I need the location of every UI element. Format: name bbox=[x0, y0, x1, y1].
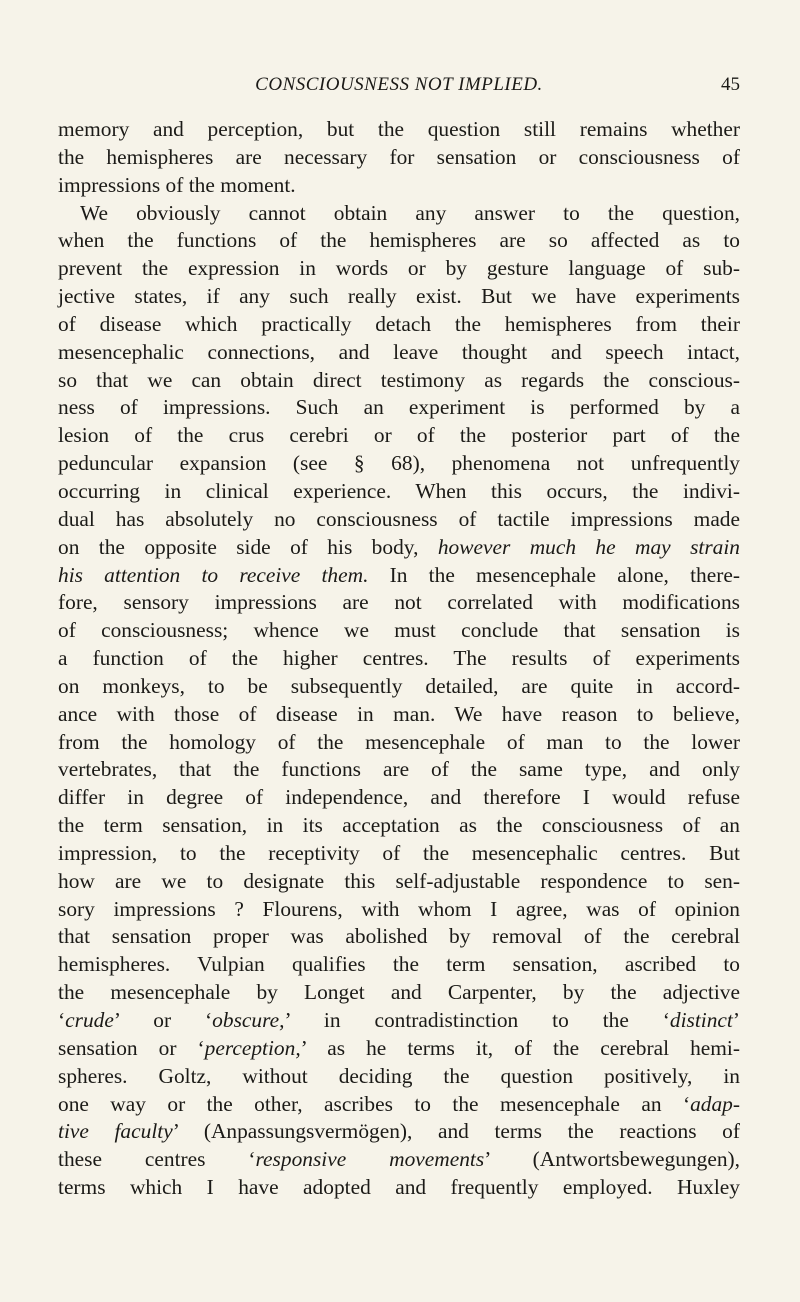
text-line bbox=[58, 367, 740, 395]
body-text bbox=[58, 116, 740, 1202]
text-segment: ‘ bbox=[58, 1008, 66, 1032]
text-line bbox=[58, 589, 740, 617]
text-segment: ’ or ‘ bbox=[113, 1008, 213, 1032]
text-line bbox=[58, 840, 740, 868]
text-line bbox=[58, 1007, 740, 1035]
text-line bbox=[58, 200, 740, 228]
text-line bbox=[58, 116, 740, 144]
text-segment: memory and perception, but the question still remains whether bbox=[58, 117, 740, 141]
text-line bbox=[58, 450, 740, 478]
italic-text: crude bbox=[65, 1008, 114, 1032]
text-line bbox=[58, 1035, 740, 1063]
text-line bbox=[58, 172, 740, 200]
text-segment: differ in degree of independence, and therefore I would refuse bbox=[58, 785, 740, 810]
italic-text: tive faculty bbox=[58, 1119, 173, 1144]
italic-text: his attention to receive them. bbox=[58, 562, 369, 587]
text-segment: a function of the higher centres. The results of experiments bbox=[58, 646, 740, 671]
text-line bbox=[58, 784, 740, 812]
text-line bbox=[58, 1118, 740, 1146]
text-segment: sensation or ‘ bbox=[58, 1035, 205, 1060]
text-line bbox=[58, 534, 740, 562]
text-segment: from the homology of the mesencephale of man to the lower bbox=[58, 729, 740, 754]
running-head bbox=[58, 74, 740, 108]
book-page bbox=[58, 74, 740, 1202]
running-title: CONSCIOUSNESS NOT IMPLIED. bbox=[255, 74, 543, 95]
text-segment: one way or the other, ascribes to the mesencephale an ‘ bbox=[58, 1091, 691, 1116]
text-segment: In the mesencephale alone, there- bbox=[368, 562, 740, 587]
text-line bbox=[58, 701, 740, 729]
text-segment: the hemispheres are necessary for sensation or consciousness of bbox=[58, 144, 740, 169]
text-line bbox=[58, 339, 740, 367]
text-segment: occurring in clinical experience. When this occurs, the indivi- bbox=[58, 478, 740, 503]
text-line bbox=[58, 1146, 740, 1174]
text-segment: mesencephalic connections, and leave thought and speech intact, bbox=[58, 339, 740, 364]
text-segment: dual has absolutely no consciousness of tactile impressions made bbox=[58, 506, 740, 531]
text-line bbox=[58, 422, 740, 450]
text-segment: ance with those of disease in man. We have reason to believe, bbox=[58, 701, 740, 726]
text-segment: how are we to designate this self-adjustable respondence to sen- bbox=[58, 868, 740, 893]
italic-text: perception, bbox=[204, 1035, 301, 1060]
text-segment: ’ in contradistinction to the ‘ bbox=[284, 1008, 670, 1032]
text-line bbox=[58, 979, 740, 1007]
page-number: 45 bbox=[721, 74, 740, 95]
text-line bbox=[58, 255, 740, 283]
text-segment: lesion of the crus cerebri or of the posterior part of the bbox=[58, 423, 740, 448]
italic-text: obscure, bbox=[212, 1008, 285, 1032]
text-line bbox=[58, 673, 740, 701]
text-line bbox=[58, 506, 740, 534]
text-segment: so that we can obtain direct testimony as regards the conscious- bbox=[58, 367, 740, 392]
text-segment: on monkeys, to be subsequently detailed, are quite in accord- bbox=[58, 673, 740, 698]
text-segment: ’ bbox=[732, 1008, 740, 1032]
text-segment: of consciousness; whence we must conclude that sensation is bbox=[58, 618, 740, 643]
text-segment: impressions of the moment. bbox=[58, 172, 296, 197]
text-line bbox=[58, 1174, 740, 1202]
text-line bbox=[58, 562, 740, 590]
text-line bbox=[58, 478, 740, 506]
text-line bbox=[58, 645, 740, 673]
text-segment: that sensation proper was abolished by removal of the cerebral bbox=[58, 924, 740, 949]
text-segment: ness of impressions. Such an experiment is performed by a bbox=[58, 395, 740, 420]
text-segment: peduncular expansion (see § 68), phenomena not unfrequently bbox=[58, 451, 740, 476]
text-line bbox=[58, 896, 740, 924]
text-segment: sory impressions ? Flourens, with whom I agree, was of opinion bbox=[58, 896, 740, 921]
text-segment: hemispheres. Vulpian qualifies the term sensation, ascribed to bbox=[58, 952, 740, 977]
text-segment: fore, sensory impressions are not correlated with modifications bbox=[58, 590, 740, 615]
text-segment: We obviously cannot obtain any answer to the question, bbox=[80, 200, 740, 225]
italic-text: distinct bbox=[669, 1008, 733, 1032]
text-segment: when the functions of the hemispheres are so affected as to bbox=[58, 228, 740, 253]
italic-text: responsive movements bbox=[255, 1147, 485, 1172]
text-segment: of disease which practically detach the hemispheres from their bbox=[58, 311, 740, 336]
text-line bbox=[58, 311, 740, 339]
text-line bbox=[58, 951, 740, 979]
text-line bbox=[58, 144, 740, 172]
text-line bbox=[58, 923, 740, 951]
text-segment: the term sensation, in its acceptation as the consciousness of an bbox=[58, 813, 740, 838]
text-line bbox=[58, 617, 740, 645]
text-segment: spheres. Goltz, without deciding the question positively, in bbox=[58, 1063, 740, 1088]
text-segment: ’ (Anpassungsvermögen), and terms the reactions of bbox=[172, 1119, 740, 1144]
text-line bbox=[58, 729, 740, 757]
text-segment: terms which I have adopted and frequently employed. Huxley bbox=[58, 1175, 740, 1200]
text-segment: ’ (Antwortsbewegungen), bbox=[484, 1147, 740, 1172]
text-segment: ’ as he terms it, of the cerebral hemi- bbox=[300, 1035, 740, 1060]
text-line bbox=[58, 283, 740, 311]
text-segment: prevent the expression in words or by gesture language of sub- bbox=[58, 256, 740, 281]
text-line bbox=[58, 394, 740, 422]
text-line bbox=[58, 1063, 740, 1091]
text-line bbox=[58, 756, 740, 784]
text-line bbox=[58, 812, 740, 840]
text-segment: impression, to the receptivity of the mesencephalic centres. But bbox=[58, 840, 740, 865]
text-line bbox=[58, 227, 740, 255]
text-segment: jective states, if any such really exist. But we have experiments bbox=[58, 284, 740, 309]
italic-text: adap- bbox=[690, 1091, 740, 1116]
text-segment: on the opposite side of his body, bbox=[58, 534, 438, 559]
text-line bbox=[58, 1091, 740, 1119]
text-segment: the mesencephale by Longet and Carpenter, by the adjective bbox=[58, 980, 740, 1005]
text-segment: vertebrates, that the functions are of the same type, and only bbox=[58, 757, 740, 782]
text-segment: these centres ‘ bbox=[58, 1147, 256, 1172]
text-line bbox=[58, 868, 740, 896]
italic-text: however much he may strain bbox=[437, 534, 740, 559]
